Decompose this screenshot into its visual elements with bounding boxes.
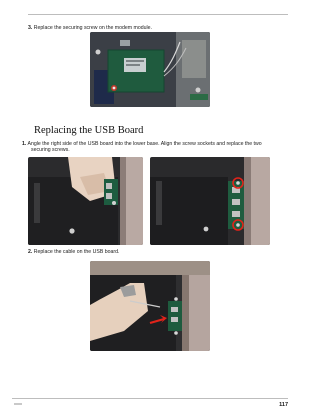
step-number: 2. [28, 249, 33, 255]
step-number: 3. [28, 25, 33, 31]
step-text: Replace the securing screw on the modem module. [33, 25, 153, 31]
footer-rule [12, 398, 288, 399]
step-text-line2: securing screws. [31, 147, 70, 154]
step-text: Replace the cable on the USB board. [33, 249, 120, 255]
footer-chapter-mark [14, 403, 22, 405]
header-rule [28, 14, 288, 15]
usb-cable-photo [90, 261, 210, 351]
usb-board-insert-photo [28, 157, 143, 245]
step-3-instruction [28, 25, 152, 31]
usb-step-1-instruction [22, 141, 278, 154]
section-title: Replacing the USB Board [34, 125, 144, 136]
page-number: 117 [279, 402, 288, 408]
step-text-line1: Angle the right side of the USB board into the lower base. Align the screw sockets and replace the two [27, 141, 262, 147]
step-number: 1. [22, 141, 27, 147]
usb-board-screws-photo [150, 157, 270, 245]
usb-step-2-instruction [28, 249, 119, 255]
modem-module-photo [90, 32, 210, 107]
